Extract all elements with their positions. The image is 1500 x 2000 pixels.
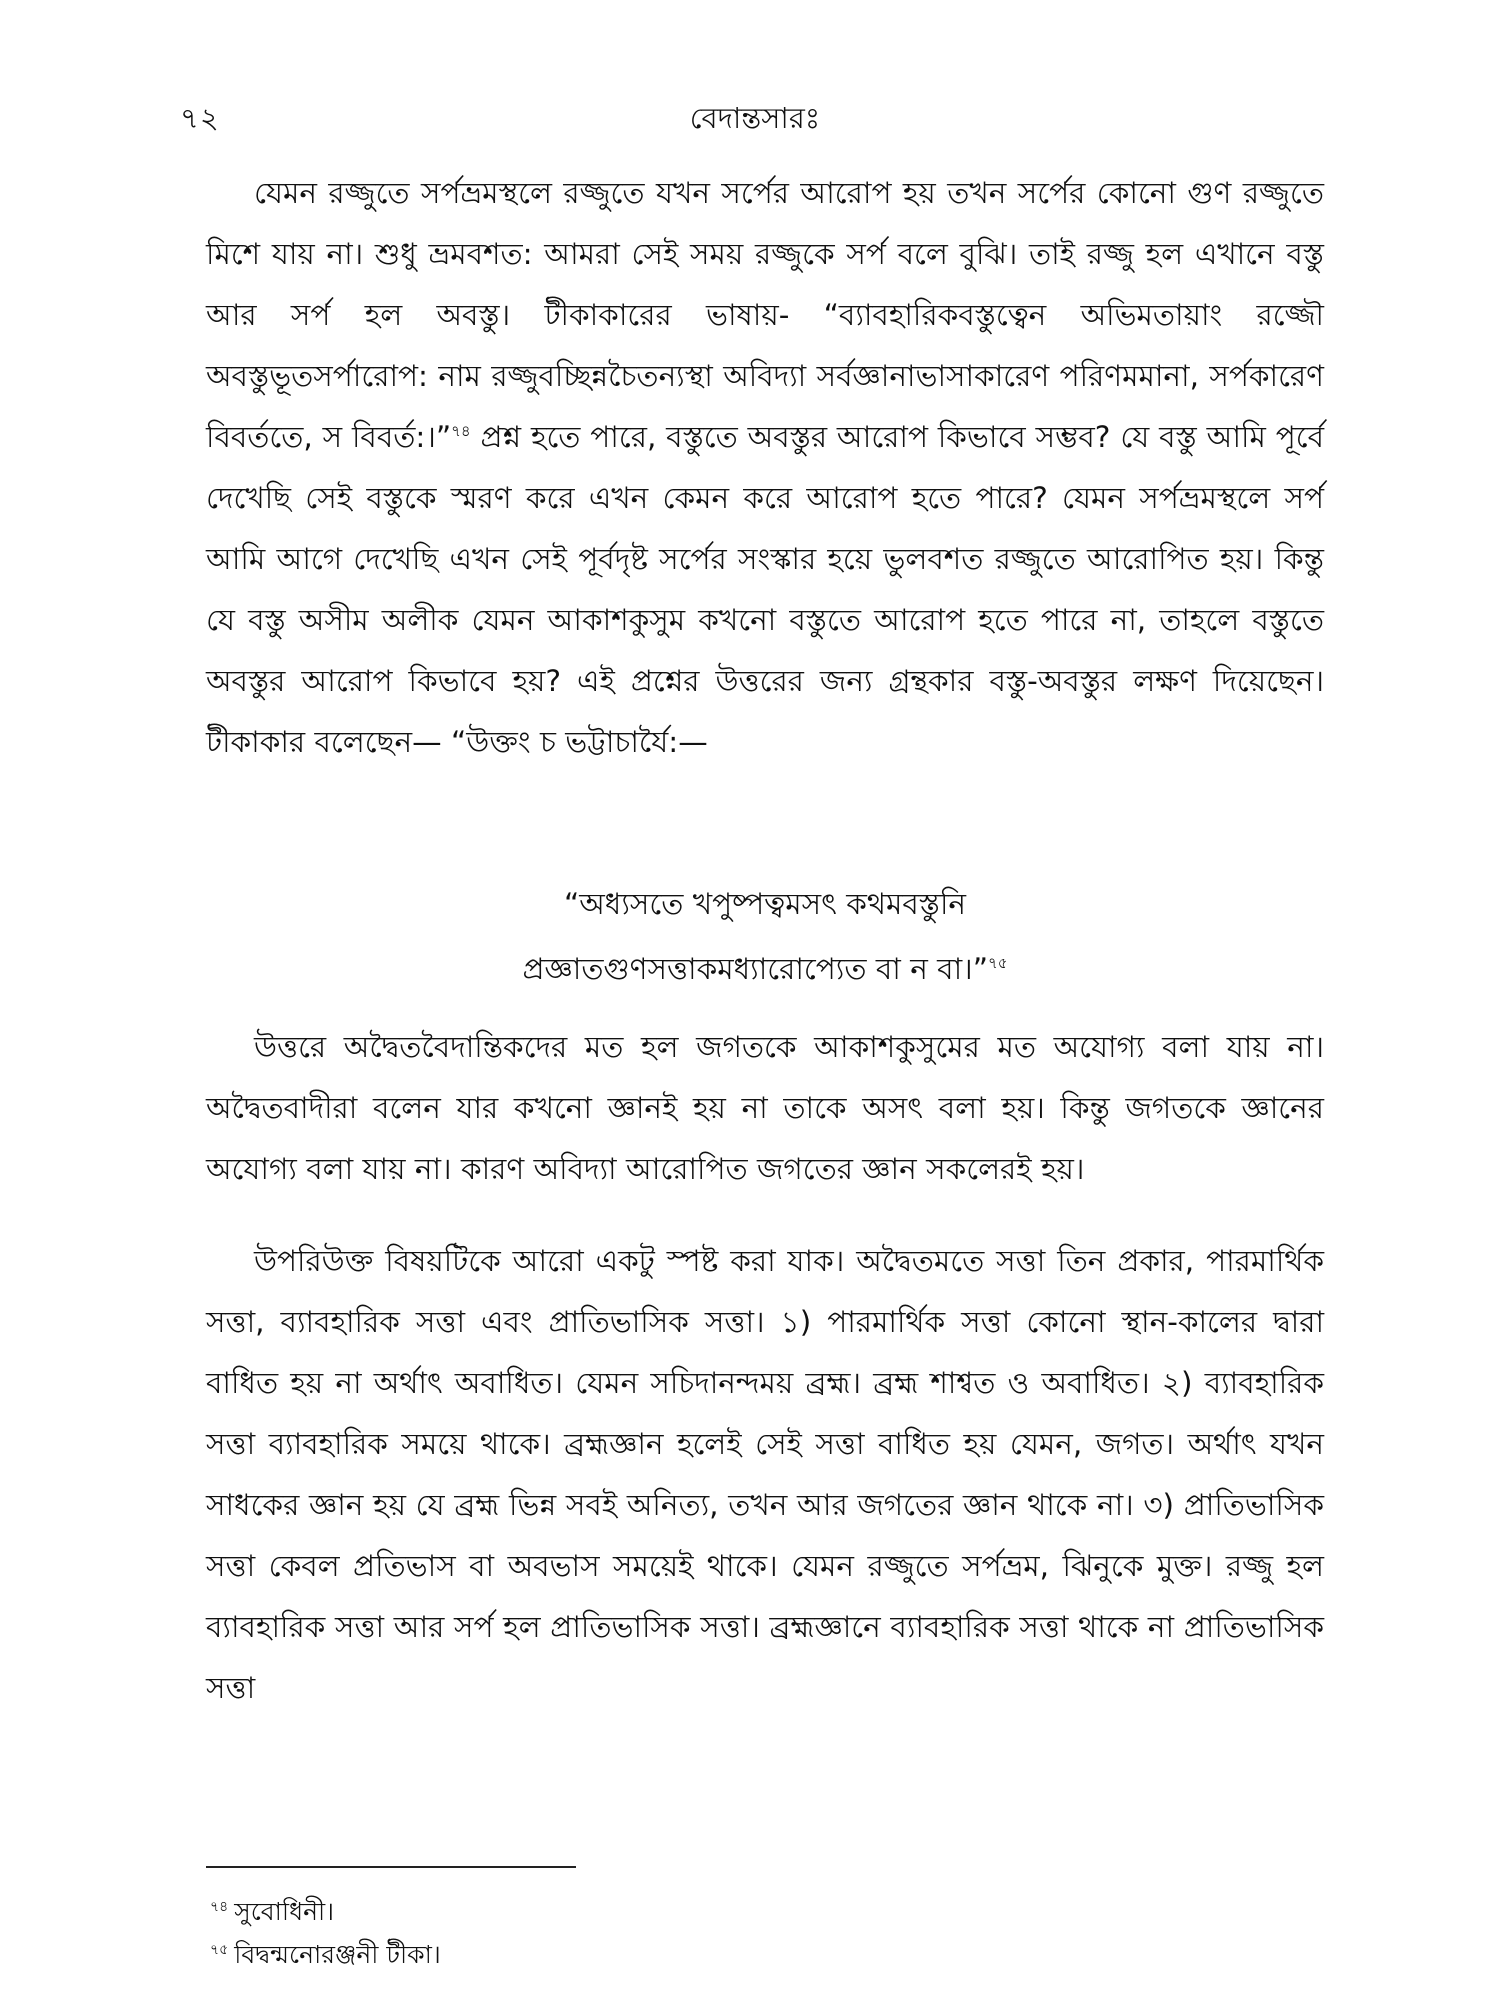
footnote-mark: ৭৪	[210, 1898, 229, 1915]
running-title: বেদান্তসারঃ	[689, 101, 821, 135]
page-number: ৭২	[180, 101, 220, 135]
footnote-text: সুবোধিনী।	[234, 1897, 335, 1926]
footnote-ref: ৭৪	[451, 422, 471, 441]
page-header	[180, 96, 1330, 136]
footnote-item	[210, 1890, 910, 1933]
paragraph-segment: যেমন রজ্জুতে সর্পভ্রমস্থলে রজ্জুতে যখন সর্পের আরোপ হয় তখন সর্পের কোনো গুণ রজ্জুতে মিশে যায় না। শুধু ভ্রমবশত: আমরা সেই সময় রজ্জুকে সর্প বলে বুঝি। তাই রজ্জু হল এখানে বস্তু আর সর্প হল অবস্তু। টীকাকারের ভাষায়- “ব্যাবহারিকবস্তুত্বেন অভিমতায়াং রজ্জৌ অবস্তুভূতসর্পারোপ: নাম রজ্জুবচ্ছিন্নচৈতন্যস্থা অবিদ্যা সর্বজ্ঞানাভাসাকারেণ পরিণমমানা, সর্পকারেণ বিবর্ততে, স বিবর্ত:।”	[206, 176, 1324, 454]
footnote-divider	[206, 1866, 576, 1868]
paragraph-segment: প্রশ্ন হতে পারে, বস্তুতে অবস্তুর আরোপ কিভাবে সম্ভব? যে বস্তু আমি পূর্বে দেখেছি সেই বস্তুকে স্মরণ করে এখন কেমন করে আরোপ হতে পারে? যেমন সর্পভ্রমস্থলে সর্প আমি আগে দেখেছি এখন সেই পূর্বদৃষ্ট সর্পের সংস্কার হয়ে ভুলবশত রজ্জুতে আরোপিত হয়। কিন্তু যে বস্তু অসীম অলীক যেমন আকাশকুসুম কখনো বস্তুতে আরোপ হতে পারে না, তাহলে বস্তুতে অবস্তুর আরোপ কিভাবে হয়? এই প্রশ্নের উত্তরের জন্য গ্রন্থকার বস্তু-অবস্তুর লক্ষণ দিয়েছেন। টীকাকার বলেছেন— “উক্তং চ ভট্টাচার্যৈ:—	[206, 420, 1324, 759]
footnote-mark: ৭৫	[210, 1941, 229, 1958]
verse-line-2-text: প্রজ্ঞাতগুণসত্তাকমধ্যারোপ্যেত বা ন বা।”	[522, 952, 988, 986]
paragraph-text: উপরিউক্ত বিষয়টিকে আরো একটু স্পষ্ট করা যাক। অদ্বৈতমতে সত্তা তিন প্রকার, পারমার্থিক সত্তা, ব্যাবহারিক সত্তা এবং প্রাতিভাসিক সত্তা। ১) পারমার্থিক সত্তা কোনো স্থান-কালের দ্বারা বাধিত হয় না অর্থাৎ অবাধিত। যেমন সচিদানন্দময় ব্রহ্ম। ব্রহ্ম শাশ্বত ও অবাধিত। ২) ব্যাবহারিক সত্তা ব্যাবহারিক সময়ে থাকে। ব্রহ্মজ্ঞান হলেই সেই সত্তা বাধিত হয় যেমন, জগত। অর্থাৎ যখন সাধকের জ্ঞান হয় যে ব্রহ্ম ভিন্ন সবই অনিত্য, তখন আর জগতের জ্ঞান থাকে না। ৩) প্রাতিভাসিক সত্তা কেবল প্রতিভাস বা অবভাস সময়েই থাকে। যেমন রজ্জুতে সর্পভ্রম, ঝিনুকে মুক্ত। রজ্জু হল ব্যাবহারিক সত্তা আর সর্প হল প্রাতিভাসিক সত্তা। ব্রহ্মজ্ঞানে ব্যাবহারিক সত্তা থাকে না প্রাতিভাসিক সত্তা	[206, 1244, 1324, 1705]
footnote-text: বিদ্বন্মনোরঞ্জনী টীকা।	[234, 1940, 441, 1969]
paragraph-3	[206, 1231, 1324, 1719]
paragraph-2	[206, 1017, 1324, 1200]
paragraph-text	[206, 163, 1324, 773]
paragraph-1	[206, 163, 1324, 773]
paragraph-text: উত্তরে অদ্বৈতবৈদান্তিকদের মত হল জগতকে আকাশকুসুমের মত অযোগ্য বলা যায় না। অদ্বৈতবাদীরা বলেন যার কখনো জ্ঞানই হয় না তাকে অসৎ বলা হয়। কিন্তু জগতকে জ্ঞানের অযোগ্য বলা যায় না। কারণ অবিদ্যা আরোপিত জগতের জ্ঞান সকলেরই হয়।	[206, 1030, 1324, 1186]
footnote-item	[210, 1933, 910, 1976]
verse-quote	[206, 872, 1324, 1002]
verse-line-2	[206, 937, 1324, 1002]
footnote-ref: ৭৫	[987, 954, 1008, 973]
footnotes	[210, 1890, 910, 1976]
verse-line-1: “অধ্যসতে খপুষ্পত্বমসৎ কথমবস্তুনি	[563, 887, 967, 921]
